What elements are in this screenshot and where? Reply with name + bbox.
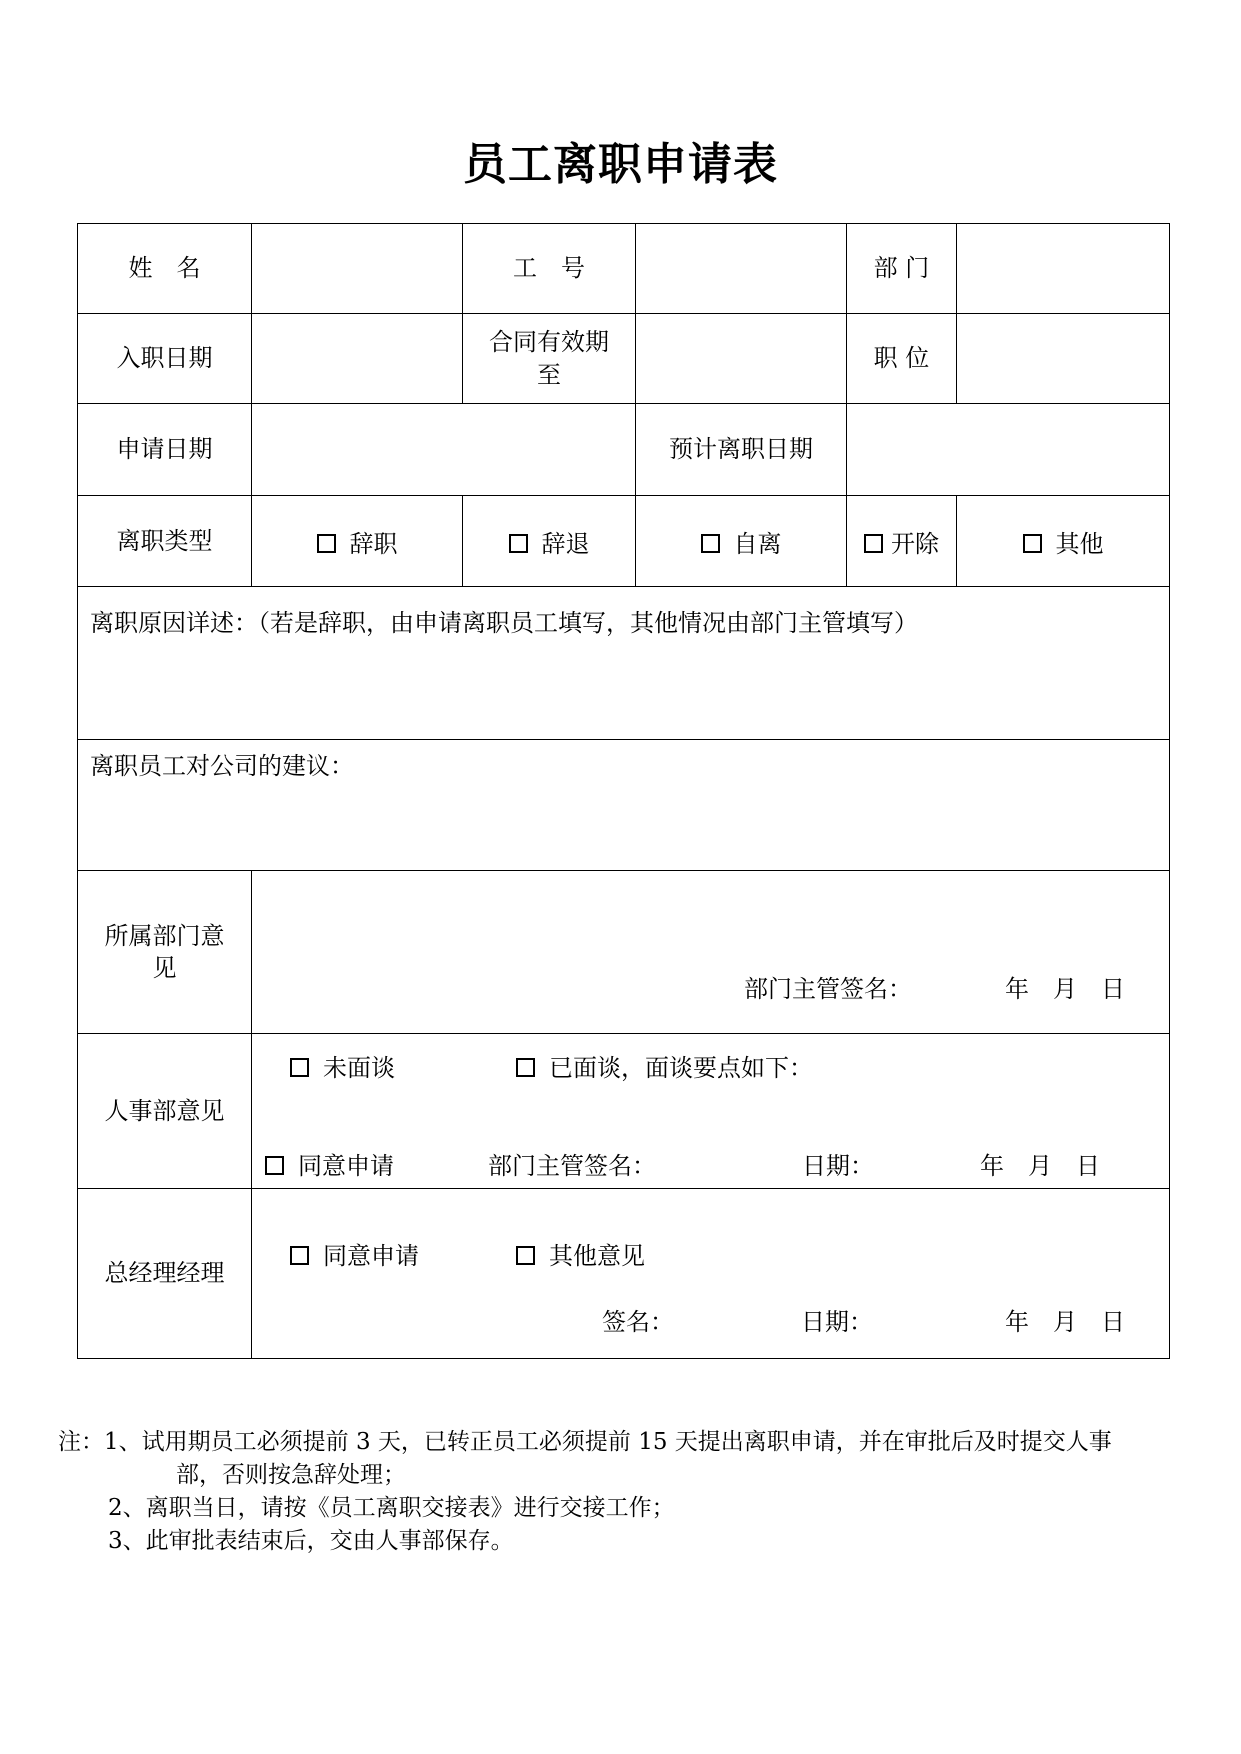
row-reason xyxy=(78,587,1170,740)
hr-date-label: 日期： xyxy=(802,1152,874,1180)
row-dates xyxy=(78,404,1170,496)
form-title: 员工离职申请表 xyxy=(463,139,778,190)
option-label: 已面谈，面谈要点如下： xyxy=(549,1054,813,1082)
row-employment-info xyxy=(78,314,1170,404)
hr-opinion-label: 人事部意见 xyxy=(78,1034,252,1189)
note-line-1-continued: 部，否则按急辞处理； xyxy=(176,1462,406,1488)
position-field[interactable] xyxy=(957,314,1170,404)
apply-date-label: 申请日期 xyxy=(78,404,252,496)
gm-opinion-cell[interactable] xyxy=(252,1189,1170,1359)
note-line-2: 2、离职当日，请按《员工离职交接表》进行交接工作； xyxy=(108,1495,675,1521)
option-label: 自离 xyxy=(733,529,782,558)
checkbox[interactable] xyxy=(290,1246,309,1265)
dept-opinion-cell[interactable] xyxy=(252,871,1170,1034)
row-suggestion xyxy=(78,740,1170,871)
row-gm-opinion xyxy=(78,1189,1170,1359)
contract-expiry-field[interactable] xyxy=(636,314,847,404)
dept-opinion-text: 所属部门意见 xyxy=(104,921,225,982)
checkbox[interactable] xyxy=(317,534,336,553)
gm-sign-label: 签名： xyxy=(602,1308,674,1336)
checkbox[interactable] xyxy=(516,1058,535,1077)
resignation-form-table xyxy=(77,223,1170,1359)
option-label: 同意申请 xyxy=(298,1152,394,1180)
apply-date-field[interactable] xyxy=(252,404,636,496)
hr-agree-option[interactable] xyxy=(265,1146,394,1181)
hr-not-interviewed-option[interactable] xyxy=(290,1048,395,1083)
row-basic-info xyxy=(78,224,1170,314)
note-line-1: 注：1、试用期员工必须提前 3 天，已转正员工必须提前 15 天提出离职申请，并在审批后及时提交人事 xyxy=(58,1429,1112,1455)
reason-label: 离职原因详述：（若是辞职，由申请离职员工填写，其他情况由部门主管填写） xyxy=(90,609,918,637)
checkbox[interactable] xyxy=(1023,534,1042,553)
name-label: 姓 名 xyxy=(78,224,252,314)
hire-date-field[interactable] xyxy=(252,314,463,404)
option-self-leave[interactable] xyxy=(636,496,847,587)
gm-date-text: 年 月 日 xyxy=(1005,1308,1125,1336)
checkbox[interactable] xyxy=(265,1156,284,1175)
option-label: 其他意见 xyxy=(549,1242,645,1270)
hire-date-label: 入职日期 xyxy=(78,314,252,404)
note-line-3: 3、此审批表结束后，交由人事部保存。 xyxy=(108,1528,514,1554)
option-label: 辞退 xyxy=(541,529,590,558)
dept-supervisor-sign-label: 部门主管签名： xyxy=(744,975,912,1003)
option-label: 其他 xyxy=(1055,529,1104,558)
checkbox[interactable] xyxy=(509,534,528,553)
contract-expiry-text: 合同有效期至 xyxy=(489,328,609,389)
employee-id-field[interactable] xyxy=(636,224,847,314)
department-field[interactable] xyxy=(957,224,1170,314)
option-label: 同意申请 xyxy=(323,1242,419,1270)
gm-agree-option[interactable] xyxy=(290,1236,419,1271)
option-other[interactable] xyxy=(957,496,1170,587)
checkbox[interactable] xyxy=(516,1246,535,1265)
option-fired[interactable] xyxy=(847,496,957,587)
dept-date-text: 年 月 日 xyxy=(1005,975,1125,1003)
suggestion-label: 离职员工对公司的建议： xyxy=(90,752,354,780)
option-label: 辞职 xyxy=(349,529,398,558)
position-label: 职 位 xyxy=(847,314,957,404)
option-dismissed[interactable] xyxy=(463,496,636,587)
hr-opinion-cell[interactable] xyxy=(252,1034,1170,1189)
checkbox[interactable] xyxy=(290,1058,309,1077)
row-dept-opinion xyxy=(78,871,1170,1034)
checkbox[interactable] xyxy=(864,534,883,553)
dept-opinion-label xyxy=(78,871,252,1034)
expected-leave-date-label: 预计离职日期 xyxy=(636,404,847,496)
hr-date-text: 年 月 日 xyxy=(980,1152,1100,1180)
reason-cell[interactable] xyxy=(78,587,1170,740)
gm-opinion-label: 总经理经理 xyxy=(78,1189,252,1359)
gm-date-label: 日期： xyxy=(801,1308,873,1336)
hr-interviewed-option[interactable] xyxy=(516,1048,813,1083)
option-label: 开除 xyxy=(891,529,939,558)
suggestion-cell[interactable] xyxy=(78,740,1170,871)
contract-expiry-label xyxy=(463,314,636,404)
checkbox[interactable] xyxy=(701,534,720,553)
option-resign[interactable] xyxy=(252,496,463,587)
hr-supervisor-sign-label: 部门主管签名： xyxy=(488,1152,656,1180)
option-label: 未面谈 xyxy=(323,1054,395,1082)
gm-other-option[interactable] xyxy=(516,1236,645,1271)
row-resignation-type xyxy=(78,496,1170,587)
row-hr-opinion xyxy=(78,1034,1170,1189)
employee-id-label: 工 号 xyxy=(463,224,636,314)
department-label: 部 门 xyxy=(847,224,957,314)
expected-leave-date-field[interactable] xyxy=(847,404,1170,496)
notes-section xyxy=(58,1426,1112,1558)
resignation-type-label: 离职类型 xyxy=(78,496,252,587)
name-field[interactable] xyxy=(252,224,463,314)
